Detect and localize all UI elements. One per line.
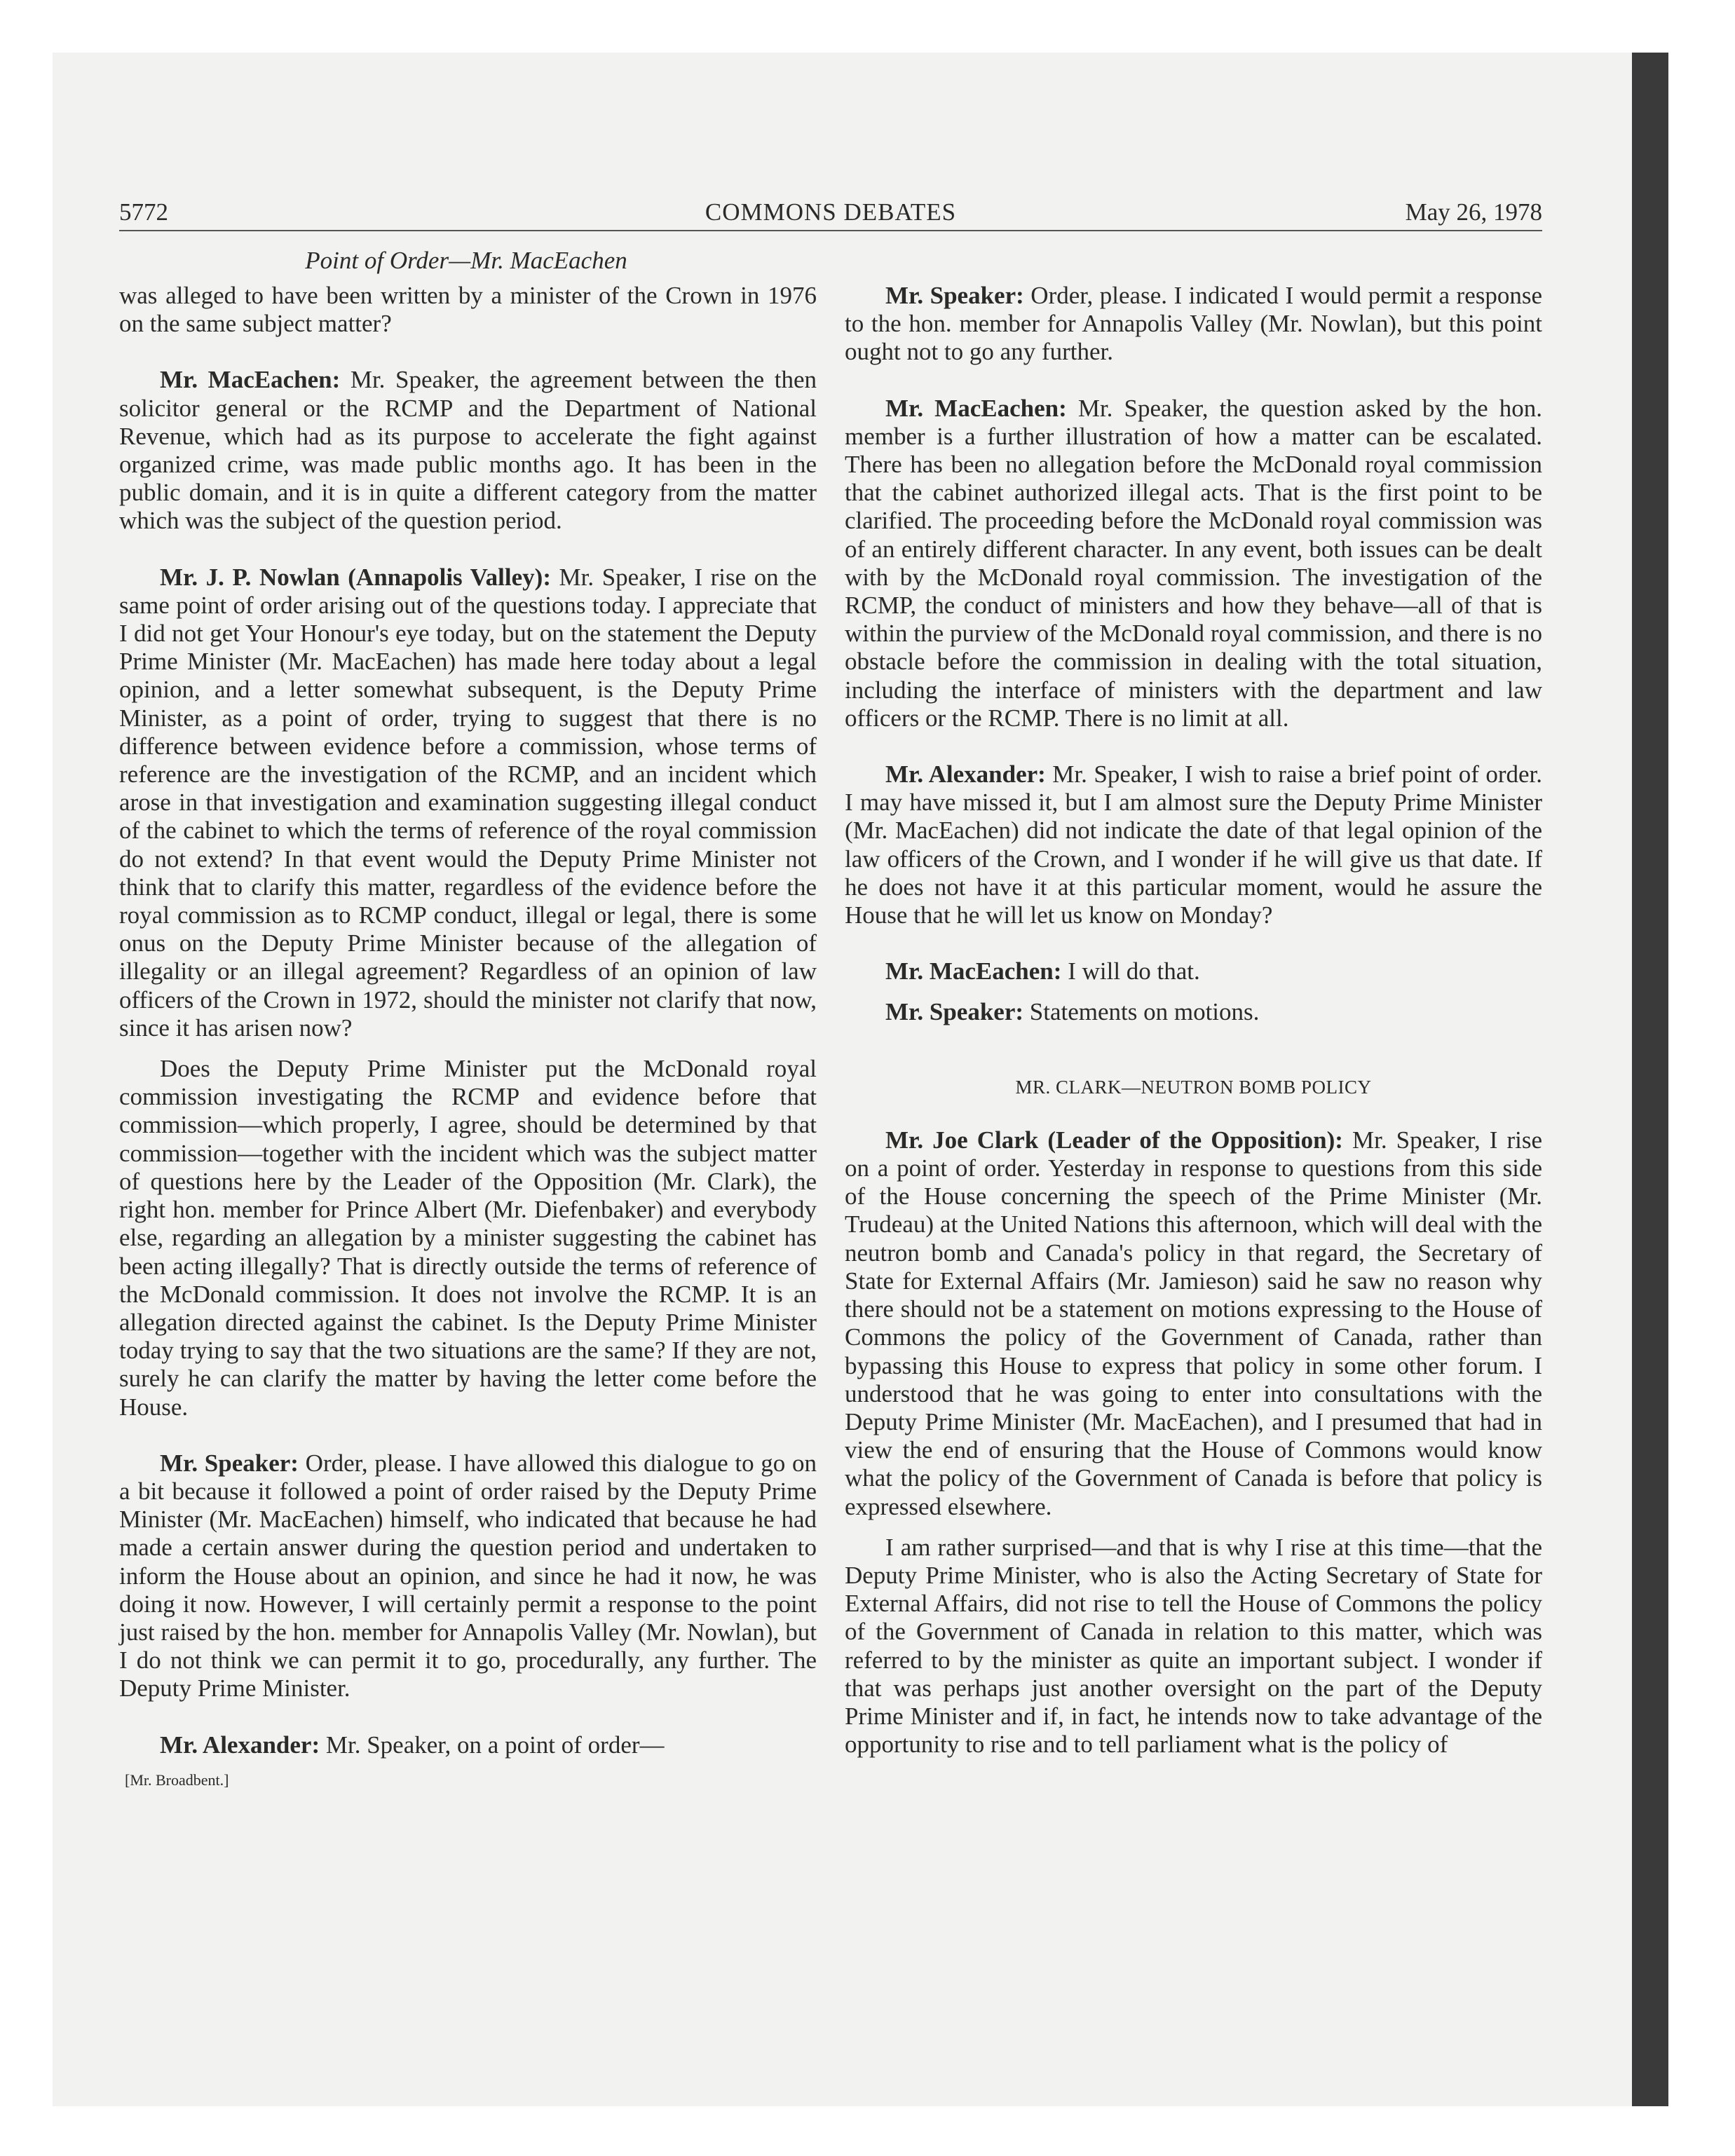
paragraph: Does the Deputy Prime Minister put the McDonald royal commission investigating the RCMP and evidence before that commission—which properly, I agree, should be determined by that commission—together with the incident which was the subject matter of questions here by the Leader of the Opposition (Mr. Clark), the right hon. member for Prince Albert (Mr. Diefenbaker) and everybody else, regarding an allegation by a minister suggesting the cabinet has been acting illegally? That is directly outside the terms of reference of the McDonald commission. It does not involve the RCMP. It is an allegation directed against the cabinet. Is the Deputy Prime Minister today trying to say that the two situations are the same? If they are not, surely he can clarify the matter by having the letter come before the House.: [119, 1055, 817, 1421]
speech-text: I will do that.: [1068, 957, 1200, 985]
speech: [119, 1449, 817, 1703]
publication-title: COMMONS DEBATES: [705, 198, 957, 226]
speech: [119, 564, 817, 1042]
running-head: Point of Order—Mr. MacEachen: [305, 247, 627, 274]
speech: [845, 957, 1542, 985]
speech-text: Mr. Speaker, the agreement between the then solicitor general or the RCMP and the Department of National Revenue, which had as its purpose to accelerate the fight against organized crime, was made public months ago. It has been in the public domain, and it is in quite a different category from the matter which was the subject of the question period.: [119, 366, 817, 535]
speech-text: Mr. Speaker, I wish to raise a brief point of order. I may have missed it, but I am almost sure the Deputy Prime Minister (Mr. MacEachen) did not indicate the date of that legal opinion of the law officers of the Crown, and I wonder if he will give us that date. If he does not have it at this particular moment, would he assure the House that he will let us know on Monday?: [845, 760, 1543, 929]
speech: [845, 282, 1542, 367]
speech: [845, 395, 1542, 732]
speaker-name: Mr. MacEachen:: [885, 957, 1062, 985]
speech: [845, 760, 1542, 929]
right-column: [845, 282, 1542, 1787]
speech-text: Mr. Speaker, I rise on a point of order. Yesterday in response to questions from this side of the House concerning the speech of the Prime Minister (Mr. Trudeau) at the United Nations this afternoon, which will deal with the neutron bomb and Canada's policy in that regard, the Secretary of State for External Affairs (Mr. Jamieson) said he saw no reason why there should not be a statement on motions expressing to the House of Commons the policy of the Government of Canada, rather than bypassing this House to express that policy in some other forum. I understood that he was going to enter into consultations with the Deputy Prime Minister (Mr. MacEachen), and I presumed that had in view the end of ensuring that the House of Commons would know what the policy of the Government of Canada is before that policy is expressed elsewhere.: [845, 1126, 1543, 1520]
speaker-name: Mr. J. P. Nowlan (Annapolis Valley):: [160, 563, 551, 591]
speech: [845, 998, 1542, 1026]
speech-text: Mr. Speaker, I rise on the same point of order arising out of the questions today. I appreciate that I did not get Your Honour's eye today, but on the statement the Deputy Prime Minister (Mr. MacEachen) has made here today about a legal opinion, and a letter somewhat subsequent, is the Deputy Prime Minister, as a point of order, trying to suggest that there is no difference between evidence before a commission, whose terms of reference are the investigation of the RCMP, and an incident which arose in that investigation and examination suggesting illegal conduct of the cabinet to which the terms of reference of the royal commission do not extend? In that event would the Deputy Prime Minister not think that to clarify this matter, regardless of the evidence before the royal commission as to RCMP conduct, illegal or legal, there is some onus on the Deputy Prime Minister because of the allegation of illegality or an illegal agreement? Regardless of an opinion of law officers of the Crown in 1972, should the minister not clarify that now, since it has arisen now?: [119, 563, 817, 1042]
paragraph: I am rather surprised—and that is why I rise at this time—that the Deputy Prime Minister, who is also the Acting Secretary of State for External Affairs, did not rise to tell the House of Commons the policy of the Government of Canada in relation to this matter, which was referred to by the minister as quite an important subject. I wonder if that was perhaps just another oversight on the part of the Deputy Prime Minister and if, in fact, he intends now to take advantage of the opportunity to rise and to tell parliament what is the policy of: [845, 1533, 1542, 1759]
speech: [119, 366, 817, 535]
speaker-name: Mr. Alexander:: [160, 1731, 320, 1759]
speaker-name: Mr. Speaker:: [885, 998, 1024, 1026]
section-heading: MR. CLARK—NEUTRON BOMB POLICY: [1015, 1076, 1372, 1098]
speech-text: Mr. Speaker, on a point of order—: [325, 1731, 665, 1759]
speech: [845, 1126, 1542, 1521]
speech-text: Order, please. I have allowed this dialogue to go on a bit because it followed a point of order raised by the Deputy Prime Minister (Mr. MacEachen) himself, who indicated that because he had made a certain answer during the question period and undertaken to inform the House about an opinion, and since he had it now, he was doing it now. However, I will certainly permit a response to the point just raised by the hon. member for Annapolis Valley (Mr. Nowlan), but I do not think we can permit it to go, procedurally, any further. The Deputy Prime Minister.: [119, 1449, 817, 1703]
left-column: [119, 282, 817, 1794]
speaker-tag: [Mr. Broadbent.]: [125, 1770, 229, 1789]
speech-text: Statements on motions.: [1029, 998, 1260, 1026]
paragraph: was alleged to have been written by a minister of the Crown in 1976 on the same subject matter?: [119, 282, 817, 338]
page-header: [119, 195, 1542, 231]
publication-date: May 26, 1978: [1405, 198, 1542, 226]
speech-text: Order, please. I indicated I would permit a response to the hon. member for Annapolis Valley (Mr. Nowlan), but this point ought not to go any further.: [845, 282, 1543, 366]
speaker-name: Mr. Alexander:: [885, 760, 1046, 789]
scan-edge: [1632, 53, 1668, 2106]
speaker-name: Mr. MacEachen:: [160, 366, 341, 394]
speaker-name: Mr. MacEachen:: [885, 394, 1067, 422]
speech: [119, 1731, 817, 1759]
speech-text: Mr. Speaker, the question asked by the hon. member is a further illustration of how a matter can be escalated. There has been no allegation before the McDonald royal commission that the cabinet authorized illegal acts. That is the first point to be clarified. The proceeding before the McDonald royal commission was of an entirely different character. In any event, both issues can be dealt with by the McDonald royal commission. The investigation of the RCMP, the conduct of ministers and how they behave—all of that is within the purview of the McDonald royal commission, and there is no obstacle before the commission in dealing with the total situation, including the interface of ministers with the department and law officers or the RCMP. There is no limit at all.: [845, 394, 1543, 732]
speaker-name: Mr. Speaker:: [885, 282, 1024, 309]
page-number: 5772: [119, 198, 168, 226]
speaker-name: Mr. Speaker:: [160, 1449, 299, 1477]
speaker-name: Mr. Joe Clark (Leader of the Opposition):: [885, 1126, 1343, 1154]
